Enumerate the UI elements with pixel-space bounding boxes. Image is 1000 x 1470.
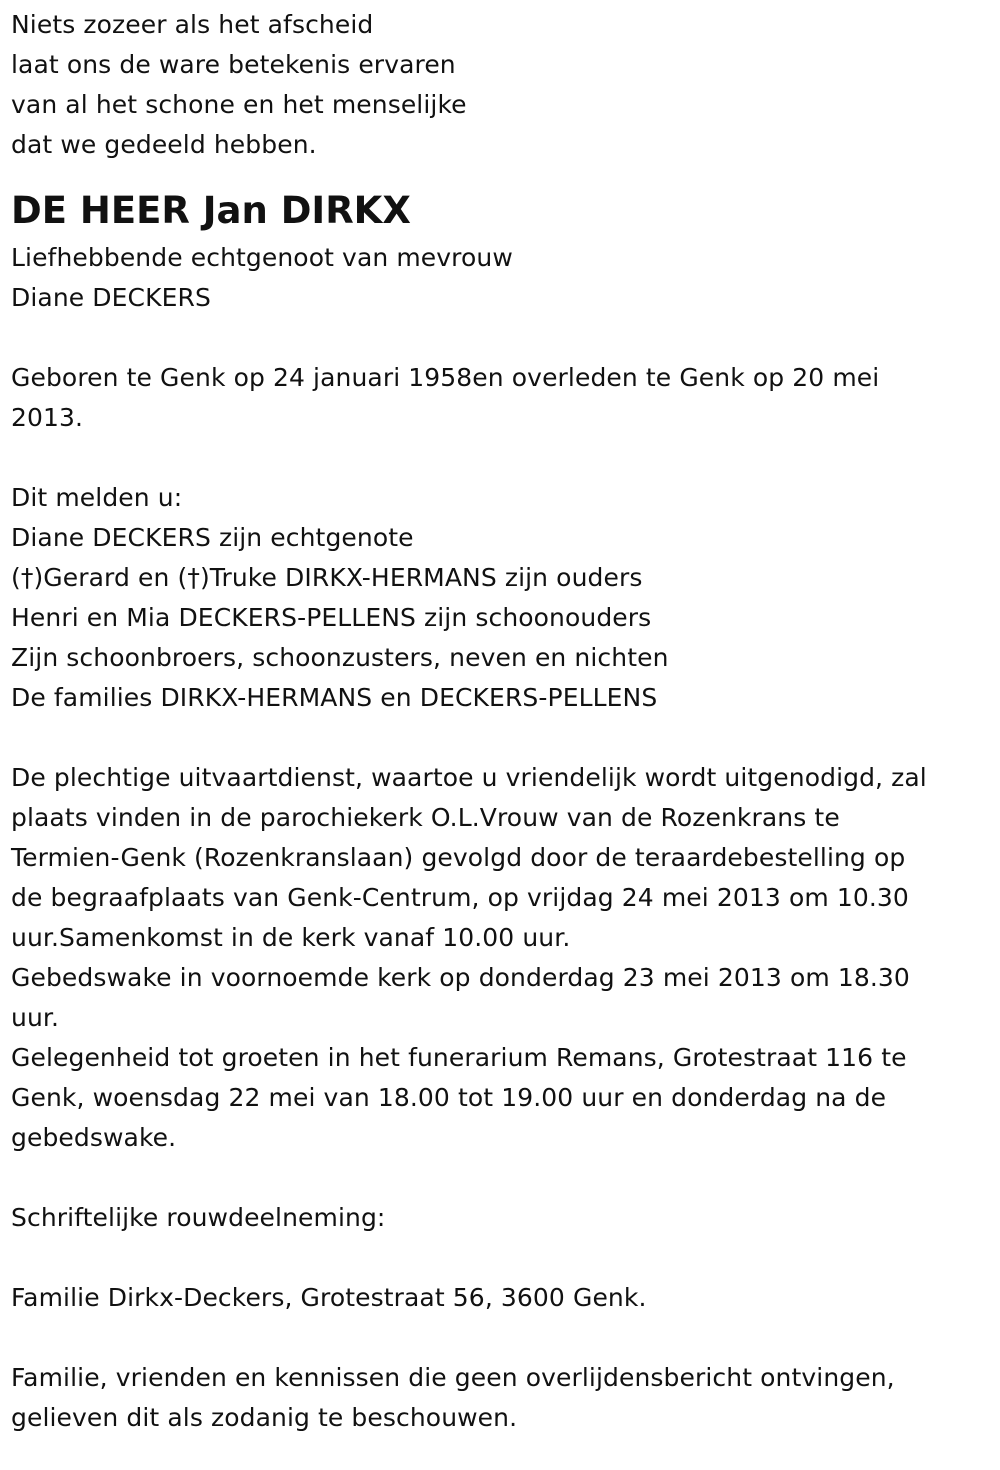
announcement-line: Dit melden u:: [11, 483, 183, 512]
spacer: [11, 438, 991, 478]
ceremony-line: De plechtige uitvaartdienst, waartoe u vriendelijk wordt uitgenodigd, zal: [11, 763, 927, 792]
spouse-block: [11, 238, 991, 318]
birth-death-line: 2013.: [11, 403, 84, 432]
announcement-line: Diane DECKERS zijn echtgenote: [11, 523, 414, 552]
announcement-line: Henri en Mia DECKERS-PELLENS zijn schoonouders: [11, 603, 652, 632]
ceremony-line: uur.: [11, 1003, 60, 1032]
condolence-label: Schriftelijke rouwdeelneming:: [11, 1203, 386, 1232]
poem-line: dat we gedeeld hebben.: [11, 130, 317, 159]
ceremony-line: Gebedswake in voornoemde kerk op donderdag 23 mei 2013 om 18.30: [11, 963, 910, 992]
ceremony-line: gebedswake.: [11, 1123, 177, 1152]
announcement-block: [11, 478, 991, 718]
announcement-line: Zijn schoonbroers, schoonzusters, neven en nichten: [11, 643, 669, 672]
ceremony-line: plaats vinden in de parochiekerk O.L.Vrouw van de Rozenkrans te: [11, 803, 840, 832]
ceremony-line: Termien-Genk (Rozenkranslaan) gevolgd door de teraardebestelling op: [11, 843, 906, 872]
obituary-page: [11, 0, 991, 1438]
poem: [11, 5, 991, 165]
spouse-line: Liefhebbende echtgenoot van mevrouw: [11, 243, 513, 272]
closing-line: gelieven dit als zodanig te beschouwen.: [11, 1403, 518, 1432]
spacer: [11, 718, 991, 758]
poem-line: laat ons de ware betekenis ervaren: [11, 50, 456, 79]
family-address: Familie Dirkx-Deckers, Grotestraat 56, 3600 Genk.: [11, 1283, 647, 1312]
spacer: [11, 1238, 991, 1278]
birth-death-block: [11, 358, 991, 438]
poem-line: van al het schone en het menselijke: [11, 90, 467, 119]
poem-line: Niets zozeer als het afscheid: [11, 10, 374, 39]
closing-line: Familie, vrienden en kennissen die geen overlijdensbericht ontvingen,: [11, 1363, 895, 1392]
ceremony-line: Genk, woensdag 22 mei van 18.00 tot 19.00 uur en donderdag na de: [11, 1083, 887, 1112]
announcement-line: (†)Gerard en (†)Truke DIRKX-HERMANS zijn ouders: [11, 563, 643, 592]
ceremony-line: uur.Samenkomst in de kerk vanaf 10.00 uur.: [11, 923, 571, 952]
ceremony-block: [11, 758, 991, 1158]
birth-death-line: Geboren te Genk op 24 januari 1958en overleden te Genk op 20 mei: [11, 363, 880, 392]
spacer: [11, 1318, 991, 1358]
announcement-line: De families DIRKX-HERMANS en DECKERS-PELLENS: [11, 683, 658, 712]
spouse-line: Diane DECKERS: [11, 283, 211, 312]
spacer: [11, 318, 991, 358]
closing-block: [11, 1358, 991, 1438]
spacer: [11, 1158, 991, 1198]
ceremony-line: de begraafplaats van Genk-Centrum, op vrijdag 24 mei 2013 om 10.30: [11, 883, 909, 912]
deceased-title: DE HEER Jan DIRKX: [11, 189, 411, 232]
ceremony-line: Gelegenheid tot groeten in het funerarium Remans, Grotestraat 116 te: [11, 1043, 907, 1072]
